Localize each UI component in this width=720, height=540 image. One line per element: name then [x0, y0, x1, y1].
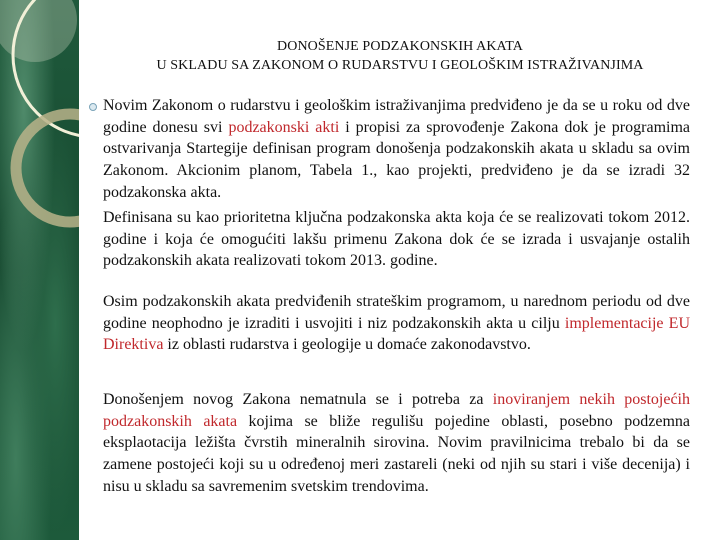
- title-line-2: U SKLADU SA ZAKONOM O RUDARSTVU I GEOLOŠKIM ISTRAŽIVANJIMA: [156, 58, 644, 73]
- paragraph-4: [103, 389, 690, 498]
- title-line-1: DONOŠENJE PODZAKONSKIH AKATA: [277, 39, 523, 54]
- text: Osim podzakonskih akata predviđenih strateškim programom, u narednom periodu od dve godine neophodno je izraditi i usvojiti i niz podzakonskih akta u cilju: [103, 293, 690, 332]
- slide-title: [80, 37, 720, 75]
- decorative-marble-strip: [0, 0, 79, 540]
- bullet-icon: [89, 103, 97, 111]
- highlight-text: podzakonski akti: [228, 118, 340, 136]
- text: iz oblasti rudarstva i geologije u domaće zakonodavstvo.: [163, 336, 531, 354]
- highlight-text: inoviranjem nekih postojećih podzakonskih akata: [103, 391, 691, 430]
- text: Novim Zakonom o rudarstvu i geološkim istraživanjima predviđeno je da se u roku od dve godine donesu svi: [103, 97, 690, 136]
- decorative-circles-icon: [0, 0, 79, 540]
- paragraph-2: [103, 207, 690, 272]
- text: kojima se bliže regulišu pojedine oblasti, posebno podzemna eksplaotacija ležišta čvrstih mineralnih sirovina. Novim pravilnicima trebalo bi da se zamene postojeći koji su u određenoj meri zastareli (neki od njih su stari i više decenija) i nisu u skladu sa savremenim svetskim trendovima.: [103, 412, 691, 495]
- text: i propisi za sprovođenje Zakona dok je programima ostvarivanja Startegije definisan program donošenja podzakonskih akata u skladu sa ovim Zakonom. Akcionim planom, Tabela 1., kao projekti, predviđeno je da se izradi 32 podzakonska akta.: [103, 118, 691, 201]
- highlight-text: implementacije EU Direktiva: [103, 314, 691, 354]
- paragraph-1: [103, 95, 690, 204]
- text: Donošenjem novog Zakona nematnula se i potreba za: [103, 391, 493, 408]
- paragraph-3: [103, 291, 690, 356]
- text: Definisana su kao prioritetna ključna podzakonska akta koja će se realizovati tokom 2012. godine i koja će omogućiti lakšu primenu Zakona dok će se izrada i usvajanje ostalih podzakonskih akata realizovati tokom 2013. godine.: [103, 209, 690, 270]
